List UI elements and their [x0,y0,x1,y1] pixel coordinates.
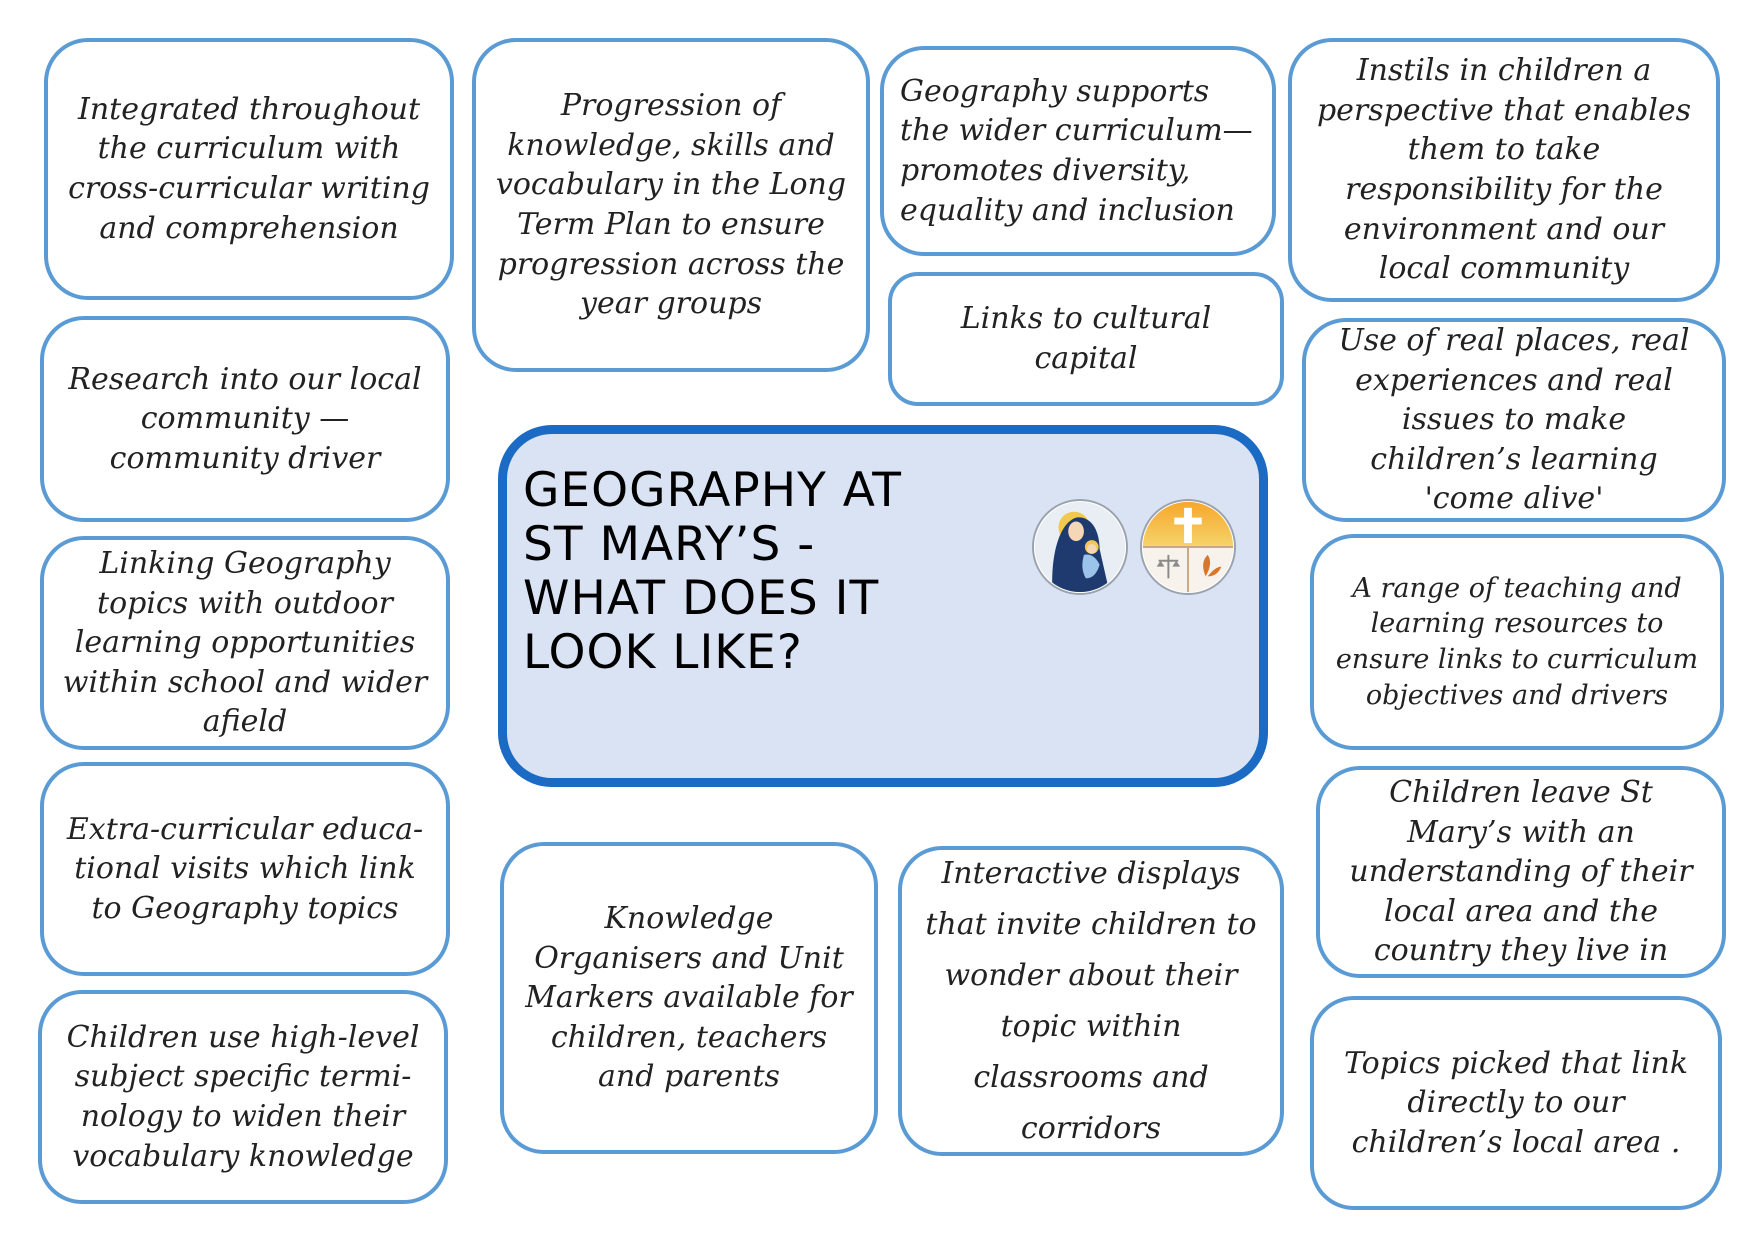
title-line: ST MARY’S - [523,517,816,572]
card-research [40,316,450,522]
card-text: Geography supports the wider curriculum— promotes diversity, equality and inclusion [900,73,1253,228]
card-supports [880,46,1276,256]
card-text: Integrated throughout the curriculum with cross-curricular writing and comprehension [68,91,430,246]
card-text: Research into our local community — community driver [68,361,422,476]
card-text: Knowledge Organisers and Unit Markers available for children, teachers and parents [525,901,853,1095]
title-line: GEOGRAPHY AT [523,463,902,518]
card-text: Progression of knowledge, skills and vocabulary in the Long Term Plan to ensure progression across the year groups [495,88,847,322]
card-knowledge [500,842,878,1154]
title-line: LOOK LIKE? [523,625,803,680]
card-progression [472,38,870,372]
card-text: Children leave St Mary’s with an understanding of their local area and the country they live in [1349,775,1693,969]
title-line: WHAT DOES IT [523,571,880,626]
card-integrated [44,38,454,300]
card-topics [1310,996,1722,1210]
card-text: Interactive displays that invite children to wonder about their topic within classrooms and corridors [925,856,1257,1146]
card-resources [1310,534,1724,750]
cross-scales-leaf-icon [1139,498,1237,596]
card-instils [1288,38,1720,302]
card-terminology [38,990,448,1204]
title-box [498,425,1268,787]
card-visits [40,762,450,976]
card-text: Children use high-level subject specific termi-nology to widen their vocabulary knowledge [66,1019,420,1174]
page-title [523,464,1003,680]
card-text: Extra-curricular educa-tional visits which link to Geography topics [66,811,424,926]
card-text: Use of real places, real experiences and real issues to make children’s learning 'come alive' [1338,323,1690,517]
card-text: Links to cultural capital [960,301,1212,376]
card-text: Instils in children a perspective that enables them to take responsibility for the environment and our local community [1316,53,1692,287]
card-cultural [888,272,1284,406]
card-outdoor [40,536,450,750]
card-text: Topics picked that link directly to our children’s local area . [1343,1045,1689,1160]
card-real-places [1302,318,1726,522]
virgin-mary-icon [1031,498,1129,596]
card-text: Linking Geography topics with outdoor learning opportunities within school and wider afield [62,546,428,740]
card-leave [1316,766,1726,978]
card-displays [898,846,1284,1156]
card-text: A range of teaching and learning resources to ensure links to curriculum objectives and drivers [1335,572,1699,711]
